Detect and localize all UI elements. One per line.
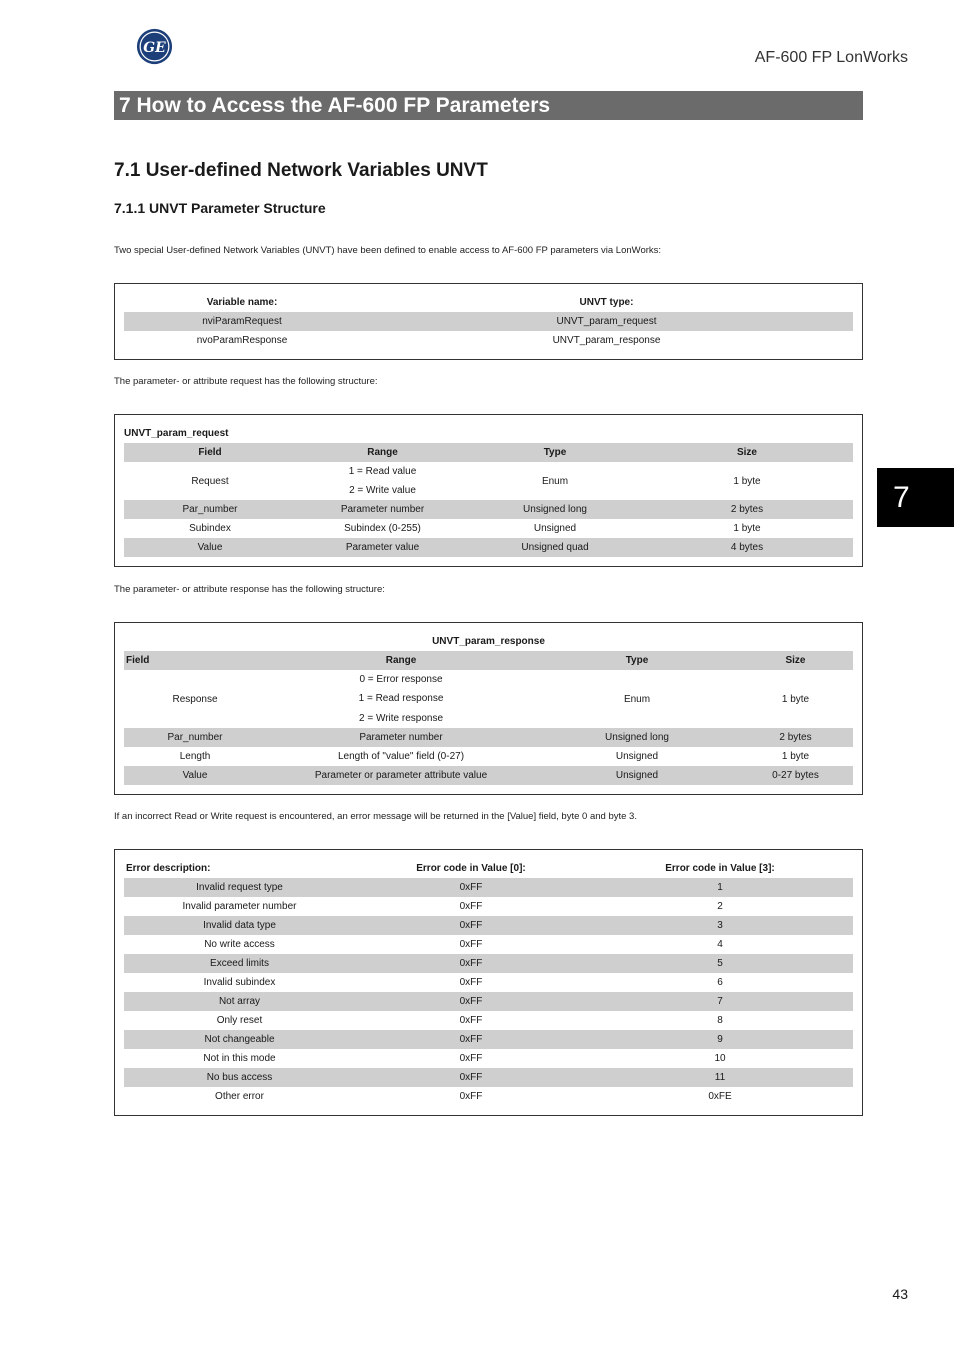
table-cell: Exceed limits (124, 954, 355, 973)
table-row (124, 500, 853, 519)
table-cell: 0xFF (355, 916, 587, 935)
table-cell: Parameter number (266, 728, 536, 747)
table-cell: UNVT_param_request (360, 312, 853, 331)
table-row (124, 766, 853, 785)
table-cell: Value (124, 538, 296, 557)
document-title: AF-600 FP LonWorks (754, 49, 908, 66)
table-cell: 9 (587, 1030, 853, 1049)
request-intro-paragraph: The parameter- or attribute request has the following structure: (114, 376, 378, 387)
range-line: 1 = Read response (358, 693, 444, 704)
column-header: Field (124, 651, 266, 670)
section-heading: 7.1 User-defined Network Variables UNVT (114, 160, 488, 181)
column-header: Size (738, 651, 853, 670)
table-row (124, 954, 853, 973)
table-cell: Unsigned long (536, 728, 738, 747)
table-cell (296, 462, 469, 500)
table-cell: Response (172, 693, 218, 705)
table-row (124, 728, 853, 747)
column-header: Range (296, 443, 469, 462)
table-header-row (124, 859, 853, 878)
table-cell: 6 (717, 977, 723, 988)
error-table-body (124, 878, 853, 1106)
table-cell: 0xFF (459, 1015, 483, 1026)
column-header: Type (469, 443, 641, 462)
table-cell: 4 bytes (641, 538, 853, 557)
table-cell: Not changeable (124, 1030, 355, 1049)
table-cell: 0-27 bytes (738, 766, 853, 785)
table-row (124, 916, 853, 935)
error-intro-paragraph: If an incorrect Read or Write request is encountered, an error message will be returned in the [Value] field, byte 0 and byte 3. (114, 811, 637, 822)
range-line: 1 = Read value (348, 466, 417, 477)
table-cell: 0xFF (355, 1068, 587, 1087)
table-cell: 0xFF (355, 878, 587, 897)
table-row (124, 935, 853, 954)
table-row (124, 538, 853, 557)
ge-logo (136, 28, 173, 65)
table-row (124, 897, 853, 916)
logo-text: GE (143, 40, 166, 57)
request-table-box (114, 414, 863, 567)
table-cell: Length of "value" field (0-27) (337, 751, 465, 762)
table-cell: 2 (717, 901, 723, 912)
request-table (124, 443, 853, 557)
error-table-box (114, 849, 863, 1116)
table-cell: 4 (717, 939, 723, 950)
table-cell: Par_number (124, 728, 266, 747)
table-cell: Parameter or parameter attribute value (266, 766, 536, 785)
table-row (124, 1011, 853, 1030)
table-cell: 0xFF (355, 954, 587, 973)
table-cell: Unsigned long (469, 500, 641, 519)
table-cell: 1 byte (733, 475, 761, 487)
table-header-row (124, 293, 853, 312)
table-cell: Not array (124, 992, 355, 1011)
table-cell: Other error (215, 1091, 264, 1102)
table-cell: 2 bytes (641, 500, 853, 519)
table-cell: 10 (714, 1053, 726, 1064)
table-cell: Unsigned quad (469, 538, 641, 557)
table-header-row (124, 443, 853, 462)
table-cell: Length (179, 751, 211, 762)
table-cell: 0xFF (355, 1030, 587, 1049)
table-row (124, 1068, 853, 1087)
range-line: 0 = Error response (359, 674, 443, 685)
table-cell: 0xFF (459, 977, 483, 988)
chapter-title: 7 How to Access the AF-600 FP Parameters (114, 91, 863, 120)
table-cell: Request (191, 475, 229, 487)
column-header: Variable name: (206, 297, 278, 308)
table-header-row (124, 651, 853, 670)
column-header: Error code in Value [0]: (416, 863, 526, 874)
page-number: 43 (892, 1286, 908, 1302)
table-cell: 11 (587, 1068, 853, 1087)
table-cell: Unsigned (536, 766, 738, 785)
variables-table-box (114, 283, 863, 360)
table-cell: No bus access (124, 1068, 355, 1087)
table-cell: Par_number (124, 500, 296, 519)
column-header: Field (124, 443, 296, 462)
subsection-heading: 7.1.1 UNVT Parameter Structure (114, 200, 326, 216)
table-row (124, 1030, 853, 1049)
table-row (124, 670, 853, 728)
table-cell: Invalid subindex (203, 977, 276, 988)
table-cell: 1 byte (781, 751, 810, 762)
column-header: Range (266, 651, 536, 670)
table-cell: Invalid request type (124, 878, 355, 897)
table-cell: 0xFF (355, 992, 587, 1011)
table-cell: 1 (587, 878, 853, 897)
table-row (124, 992, 853, 1011)
table-cell: nviParamRequest (124, 312, 360, 331)
table-cell: Parameter value (296, 538, 469, 557)
table-cell: Unsigned (533, 523, 577, 534)
table-row (124, 1087, 853, 1106)
response-table-box (114, 622, 863, 795)
variables-table (124, 293, 853, 350)
table-cell: Subindex (0-255) (344, 523, 421, 534)
table-row (124, 312, 853, 331)
table-row (124, 519, 853, 538)
intro-paragraph: Two special User-defined Network Variables (UNVT) have been defined to enable access to AF-600 FP parameters via LonWorks: (114, 245, 662, 256)
table-cell (266, 670, 536, 728)
table-cell: Enum (623, 693, 651, 705)
table-cell: 0xFF (459, 1053, 483, 1064)
table-cell: Invalid data type (124, 916, 355, 935)
error-table (124, 859, 853, 1106)
table-cell: 8 (717, 1015, 723, 1026)
table-cell: Unsigned (615, 751, 659, 762)
column-header: Type (536, 651, 738, 670)
table-cell: 5 (587, 954, 853, 973)
column-header: Size (641, 443, 853, 462)
table-cell: Only reset (216, 1015, 263, 1026)
table-cell: Invalid parameter number (182, 901, 297, 912)
table-cell: 0xFF (459, 901, 483, 912)
table-cell: Subindex (189, 523, 231, 534)
table-cell: nvoParamResponse (196, 335, 288, 346)
column-header: UNVT type: (579, 297, 634, 308)
chapter-tab: 7 (877, 468, 954, 527)
table-cell: Not in this mode (203, 1053, 276, 1064)
table-cell: 7 (587, 992, 853, 1011)
table-cell: No write access (204, 939, 275, 950)
response-table (124, 651, 853, 785)
table-cell: 0xFE (708, 1091, 732, 1102)
table-row (124, 973, 853, 992)
table-cell: 2 bytes (738, 728, 853, 747)
table-caption: UNVT_param_response (432, 636, 545, 647)
range-line: 2 = Write response (358, 713, 444, 724)
table-cell: 0xFF (459, 1091, 483, 1102)
table-row (124, 1049, 853, 1068)
column-header: Error description: (126, 863, 211, 874)
table-row (124, 747, 853, 766)
table-cell: 1 byte (781, 693, 810, 705)
table-caption: UNVT_param_request (124, 428, 229, 439)
table-cell: 3 (587, 916, 853, 935)
table-row (124, 331, 853, 350)
table-cell: 1 byte (733, 523, 761, 534)
table-cell: UNVT_param_response (552, 335, 661, 346)
table-cell: Parameter number (296, 500, 469, 519)
table-cell: 0xFF (459, 939, 483, 950)
table-row (124, 878, 853, 897)
table-cell: Value (124, 766, 266, 785)
table-row (124, 462, 853, 500)
table-cell: Enum (541, 475, 569, 487)
column-header: Error code in Value [3]: (665, 863, 775, 874)
response-intro-paragraph: The parameter- or attribute response has the following structure: (114, 584, 385, 595)
range-line: 2 = Write value (349, 485, 416, 496)
